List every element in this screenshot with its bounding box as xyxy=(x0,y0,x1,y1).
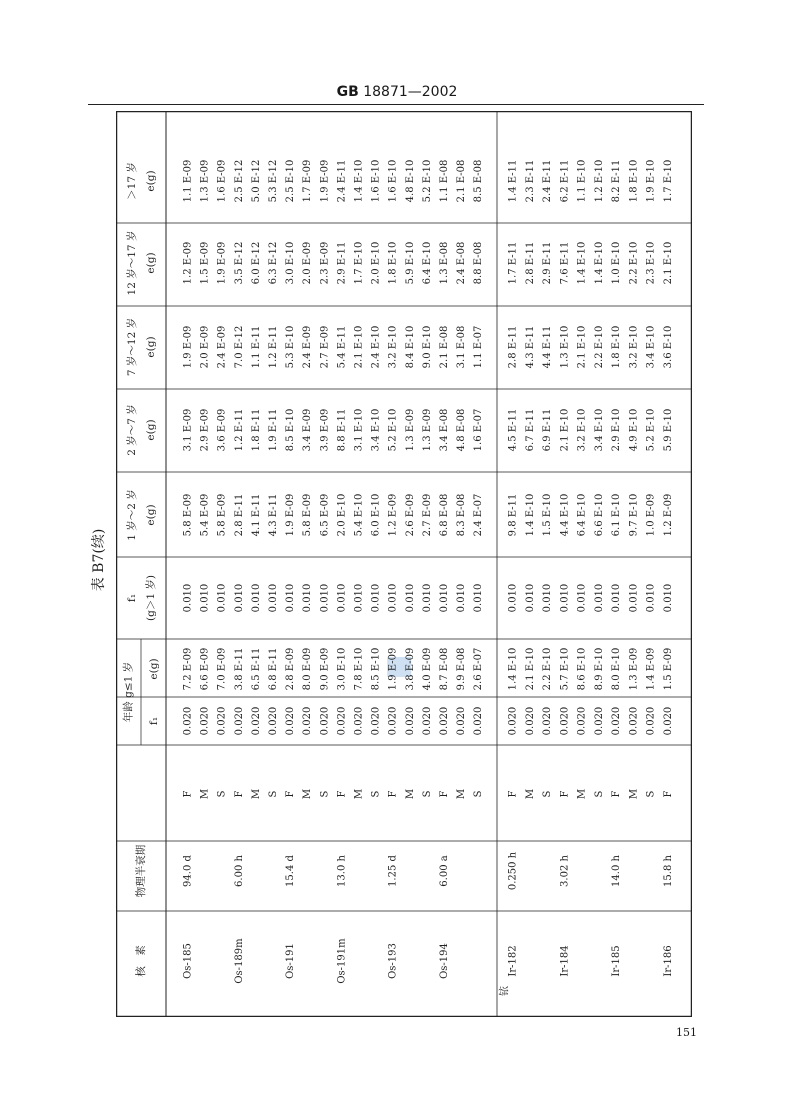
cell-f1a: 0.020 xyxy=(507,706,519,736)
cell-e2: 2.9 E-10 xyxy=(611,408,622,452)
cell-e1: 9.8 E-11 xyxy=(507,493,519,537)
cell-e3: 7.0 E-12 xyxy=(233,325,245,369)
cell-e0: 8.6 E-10 xyxy=(576,647,588,691)
cell-f1a: 0.020 xyxy=(593,706,605,736)
cell-e5: 6.2 E-11 xyxy=(559,159,571,203)
cell-e3: 4.4 E-11 xyxy=(542,325,553,369)
cell-e1: 2.6 E-09 xyxy=(404,493,416,537)
cell-e3: 2.0 E-09 xyxy=(199,325,211,369)
cell-e0: 8.5 E-10 xyxy=(370,647,382,691)
cell-e4: 6.4 E-10 xyxy=(421,241,433,285)
cell-e3: 1.3 E-10 xyxy=(559,325,571,369)
cell-e5: 1.1 E-09 xyxy=(182,159,194,203)
cell-halflife: 13.0 h xyxy=(336,855,348,887)
cell-e1: 2.7 E-09 xyxy=(421,493,433,537)
cell-e0: 6.5 E-11 xyxy=(250,647,262,691)
cell-e4: 2.9 E-11 xyxy=(336,241,348,285)
cell-cls: S xyxy=(216,790,228,798)
cell-e3: 3.1 E-08 xyxy=(456,325,468,369)
cell-e1: 1.5 E-10 xyxy=(542,493,553,537)
cell-f1b: 0.010 xyxy=(353,583,365,613)
cell-e0: 1.4 E-10 xyxy=(507,647,519,691)
cell-cls: S xyxy=(319,790,331,798)
cell-f1b: 0.010 xyxy=(302,583,314,613)
header-age-group: 年龄 g≤1 岁 xyxy=(122,661,135,723)
cell-e3: 1.9 E-09 xyxy=(182,325,194,369)
cell-e4: 2.2 E-10 xyxy=(628,241,640,285)
cell-halflife: 6.00 a xyxy=(439,855,450,887)
cell-e0: 8.0 E-10 xyxy=(611,647,622,691)
cell-e4: 2.3 E-09 xyxy=(319,241,331,285)
cell-f1a: 0.020 xyxy=(216,706,228,736)
cell-e2: 8.5 E-10 xyxy=(285,408,297,452)
cell-e0: 7.2 E-09 xyxy=(182,647,194,691)
cell-halflife: 0.250 h xyxy=(507,851,519,891)
cell-e5: 1.3 E-09 xyxy=(199,159,211,203)
cell-nuclide: Os-193 xyxy=(387,943,399,979)
cell-e5: 2.4 E-11 xyxy=(542,159,553,203)
cell-e3: 4.3 E-11 xyxy=(524,325,536,369)
cell-f1a: 0.020 xyxy=(404,706,416,736)
cell-e2: 4.8 E-08 xyxy=(456,408,468,452)
cell-e4: 1.5 E-09 xyxy=(199,241,211,285)
cell-f1a: 0.020 xyxy=(370,706,382,736)
cell-e1: 6.0 E-10 xyxy=(370,493,382,537)
cell-e2: 3.1 E-10 xyxy=(353,408,365,452)
cell-nuclide: Os-189m xyxy=(233,938,245,984)
cell-e0: 1.5 E-09 xyxy=(662,647,674,691)
cell-e0: 4.0 E-09 xyxy=(421,647,433,691)
cell-e1: 5.4 E-10 xyxy=(353,493,365,537)
cell-cls: S xyxy=(473,790,485,798)
cell-e5: 5.3 E-12 xyxy=(268,159,279,203)
cell-e5: 1.1 E-08 xyxy=(439,159,450,203)
cell-e3: 9.0 E-10 xyxy=(421,325,433,369)
cell-f1a: 0.020 xyxy=(250,706,262,736)
cell-e1: 5.4 E-09 xyxy=(199,493,211,537)
cell-e0: 3.0 E-10 xyxy=(336,647,348,691)
cell-e0: 5.7 E-10 xyxy=(559,647,571,691)
cell-f1b: 0.010 xyxy=(216,583,228,613)
cell-e5: 1.6 E-10 xyxy=(387,159,399,203)
cell-f1b: 0.010 xyxy=(645,583,657,613)
cell-e1: 1.0 E-09 xyxy=(645,493,657,537)
cell-f1a: 0.020 xyxy=(268,706,279,736)
cell-nuclide: Os-191 xyxy=(285,943,297,979)
cell-e2: 1.3 E-09 xyxy=(421,408,433,452)
cell-e4: 8.8 E-08 xyxy=(473,241,485,285)
cell-e4: 2.3 E-10 xyxy=(645,241,657,285)
cell-e4: 3.5 E-12 xyxy=(233,241,245,285)
cell-e1: 2.8 E-11 xyxy=(233,493,245,537)
cell-f1a: 0.020 xyxy=(628,706,640,736)
header-e-age-7-12: e(g) xyxy=(145,336,157,358)
cell-e1: 6.1 E-10 xyxy=(611,493,622,537)
cell-f1b: 0.010 xyxy=(370,583,382,613)
cell-e2: 4.9 E-10 xyxy=(628,408,640,452)
cell-e5: 1.9 E-10 xyxy=(645,159,657,203)
table-caption: 表 B7(续) xyxy=(91,528,107,592)
element-label-iridium: 铱 xyxy=(499,986,511,996)
cell-f1b: 0.010 xyxy=(199,583,211,613)
cell-e2: 6.9 E-11 xyxy=(542,408,553,452)
cell-e4: 5.9 E-10 xyxy=(404,241,416,285)
cell-e3: 1.1 E-11 xyxy=(250,325,262,369)
cell-halflife: 14.0 h xyxy=(611,855,622,887)
header-e-age-2-7: e(g) xyxy=(145,419,157,441)
cell-halflife: 3.02 h xyxy=(559,855,571,887)
cell-f1b: 0.010 xyxy=(182,583,194,613)
cell-e5: 2.5 E-12 xyxy=(233,159,245,203)
header-age-17: ＞17 岁 xyxy=(126,162,138,200)
cell-e5: 1.6 E-09 xyxy=(216,159,228,203)
cell-e3: 8.4 E-10 xyxy=(404,325,416,369)
rotated-table-svg xyxy=(116,111,692,1017)
cell-f1a: 0.020 xyxy=(336,706,348,736)
cell-cls: F xyxy=(507,790,519,798)
cell-e5: 1.4 E-11 xyxy=(507,159,519,203)
cell-f1a: 0.020 xyxy=(319,706,331,736)
cell-e4: 3.0 E-10 xyxy=(285,241,297,285)
cell-cls: S xyxy=(370,790,382,798)
cell-cls: M xyxy=(302,788,314,800)
cell-e3: 1.8 E-10 xyxy=(611,325,622,369)
cell-cls: M xyxy=(199,788,211,800)
cell-e5: 1.1 E-10 xyxy=(576,159,588,203)
cell-halflife: 1.25 d xyxy=(387,855,399,887)
cell-e4: 1.7 E-11 xyxy=(507,241,519,285)
cell-e2: 1.8 E-11 xyxy=(250,408,262,452)
cell-f1a: 0.020 xyxy=(285,706,297,736)
cell-f1b: 0.010 xyxy=(439,583,450,613)
cell-e2: 3.6 E-09 xyxy=(216,408,228,452)
cell-e4: 2.4 E-08 xyxy=(456,241,468,285)
cell-e1: 6.5 E-09 xyxy=(319,493,331,537)
cell-f1b: 0.010 xyxy=(611,583,622,613)
header-age-7-12: 7 岁～12 岁 xyxy=(126,317,138,377)
cell-e0: 8.0 E-09 xyxy=(302,647,314,691)
cell-e3: 2.1 E-10 xyxy=(353,325,365,369)
cell-f1b: 0.010 xyxy=(473,583,485,613)
cell-e0: 6.8 E-11 xyxy=(268,647,279,691)
cell-e2: 2.1 E-10 xyxy=(559,408,571,452)
cell-e4: 6.3 E-12 xyxy=(268,241,279,285)
cell-e4: 1.2 E-09 xyxy=(182,241,194,285)
cell-e2: 5.2 E-10 xyxy=(645,408,657,452)
cell-e0: 2.6 E-07 xyxy=(473,647,485,691)
cell-e5: 8.5 E-08 xyxy=(473,159,485,203)
cell-f1a: 0.020 xyxy=(439,706,450,736)
cell-cls: S xyxy=(268,790,279,798)
cell-e3: 3.2 E-10 xyxy=(387,325,399,369)
cell-f1b: 0.010 xyxy=(319,583,331,613)
cell-e2: 3.9 E-09 xyxy=(319,408,331,452)
header-rule xyxy=(88,104,704,105)
standard-code: GB xyxy=(336,84,359,100)
cell-f1a: 0.020 xyxy=(473,706,485,736)
cell-e5: 1.6 E-10 xyxy=(370,159,382,203)
cell-f1b: 0.010 xyxy=(421,583,433,613)
cell-cls: M xyxy=(404,788,416,800)
header-e-age-12-17: e(g) xyxy=(145,252,157,274)
cell-f1b: 0.010 xyxy=(542,583,553,613)
cell-e5: 1.7 E-10 xyxy=(662,159,674,203)
cell-e1: 9.7 E-10 xyxy=(628,493,640,537)
cell-e1: 6.4 E-10 xyxy=(576,493,588,537)
cell-f1a: 0.020 xyxy=(233,706,245,736)
cell-e1: 5.8 E-09 xyxy=(302,493,314,537)
cell-e1: 4.4 E-10 xyxy=(559,493,571,537)
cell-cls: F xyxy=(285,790,297,798)
cell-e2: 8.8 E-11 xyxy=(336,408,348,452)
cell-f1a: 0.020 xyxy=(542,706,553,736)
cell-e1: 4.3 E-11 xyxy=(268,493,279,537)
cell-e5: 1.4 E-10 xyxy=(353,159,365,203)
cell-e0: 8.9 E-10 xyxy=(593,647,605,691)
cell-e0: 8.7 E-08 xyxy=(439,647,450,691)
header-age-1-2: 1 岁～2 岁 xyxy=(126,489,138,541)
cell-e2: 1.3 E-09 xyxy=(404,408,416,452)
cell-f1a: 0.020 xyxy=(662,706,674,736)
cell-e5: 2.1 E-08 xyxy=(456,159,468,203)
cell-f1a: 0.020 xyxy=(199,706,211,736)
cell-cls: M xyxy=(576,788,588,800)
cell-e3: 2.4 E-09 xyxy=(302,325,314,369)
cell-e5: 8.2 E-11 xyxy=(611,159,622,203)
cell-e3: 3.6 E-10 xyxy=(662,325,674,369)
cell-e0: 1.3 E-09 xyxy=(628,647,640,691)
cell-cls: F xyxy=(662,790,674,798)
cell-cls: F xyxy=(233,790,245,798)
cell-e2: 1.9 E-11 xyxy=(268,408,279,452)
cell-e0: 2.1 E-10 xyxy=(524,647,536,691)
cell-f1a: 0.020 xyxy=(576,706,588,736)
cell-cls: M xyxy=(628,788,640,800)
cell-e1: 1.9 E-09 xyxy=(285,493,297,537)
header-e-young: e(g) xyxy=(148,658,160,680)
cell-e5: 5.2 E-10 xyxy=(421,159,433,203)
cell-f1b: 0.010 xyxy=(593,583,605,613)
cell-f1b: 0.010 xyxy=(404,583,416,613)
cell-cls: S xyxy=(542,790,553,798)
cell-cls: M xyxy=(353,788,365,800)
cell-f1b: 0.010 xyxy=(233,583,245,613)
cell-e2: 4.5 E-11 xyxy=(507,408,519,452)
cell-e2: 3.4 E-09 xyxy=(302,408,314,452)
cell-f1a: 0.020 xyxy=(456,706,468,736)
cell-f1b: 0.010 xyxy=(576,583,588,613)
cell-e4: 1.4 E-10 xyxy=(576,241,588,285)
cell-nuclide: Ir-186 xyxy=(662,945,674,977)
cell-cls: M xyxy=(456,788,468,800)
cell-nuclide: Os-194 xyxy=(439,943,450,979)
cell-e5: 1.7 E-09 xyxy=(302,159,314,203)
cell-nuclide: Ir-184 xyxy=(559,945,571,977)
cell-halflife: 6.00 h xyxy=(233,855,245,887)
cell-e1: 4.1 E-11 xyxy=(250,493,262,537)
header-f1-old: f₁ xyxy=(126,593,138,603)
cell-cls: F xyxy=(182,790,194,798)
cell-f1b: 0.010 xyxy=(628,583,640,613)
cell-f1b: 0.010 xyxy=(336,583,348,613)
cell-halflife: 15.4 d xyxy=(285,855,297,887)
cell-e2: 3.2 E-10 xyxy=(576,408,588,452)
cell-e5: 2.3 E-11 xyxy=(524,159,536,203)
cell-e3: 2.7 E-09 xyxy=(319,325,331,369)
cell-e2: 1.6 E-07 xyxy=(473,408,485,452)
cell-e3: 3.4 E-10 xyxy=(645,325,657,369)
cell-cls: S xyxy=(421,790,433,798)
cell-f1b: 0.010 xyxy=(250,583,262,613)
header-halflife: 物理半衰期 xyxy=(135,844,147,898)
cell-cls: F xyxy=(611,790,622,798)
cell-f1b: 0.010 xyxy=(268,583,279,613)
cell-e2: 3.4 E-10 xyxy=(370,408,382,452)
cell-e2: 3.4 E-08 xyxy=(439,408,450,452)
cell-e1: 1.4 E-10 xyxy=(524,493,536,537)
cell-f1a: 0.020 xyxy=(387,706,399,736)
cell-e1: 5.8 E-09 xyxy=(182,493,194,537)
cell-e3: 1.1 E-07 xyxy=(473,325,485,369)
cell-e4: 1.4 E-10 xyxy=(593,241,605,285)
cell-f1a: 0.020 xyxy=(182,706,194,736)
cell-nuclide: Ir-185 xyxy=(611,945,622,977)
cell-nuclide: Os-191m xyxy=(336,938,348,984)
cell-e0: 9.9 E-08 xyxy=(456,647,468,691)
cell-cls: M xyxy=(250,788,262,800)
cell-e2: 1.2 E-11 xyxy=(233,408,245,452)
cell-e1: 6.6 E-10 xyxy=(593,493,605,537)
cell-cls: S xyxy=(645,790,657,798)
cell-cls: F xyxy=(336,790,348,798)
cell-f1b: 0.010 xyxy=(524,583,536,613)
cell-halflife: 15.8 h xyxy=(662,855,674,887)
cell-e4: 1.9 E-09 xyxy=(216,241,228,285)
cell-e4: 2.1 E-10 xyxy=(662,241,674,285)
page-header xyxy=(0,84,794,100)
cell-e1: 2.4 E-07 xyxy=(473,493,485,537)
header-age-2-7: 2 岁～7 岁 xyxy=(126,404,138,456)
cell-e2: 3.4 E-10 xyxy=(593,408,605,452)
cell-e5: 1.2 E-10 xyxy=(593,159,605,203)
cell-e5: 5.0 E-12 xyxy=(250,159,262,203)
cell-e2: 6.7 E-11 xyxy=(524,408,536,452)
cell-e1: 6.8 E-08 xyxy=(439,493,450,537)
cell-e0: 1.9 E-09 xyxy=(387,647,399,691)
cell-e4: 6.0 E-12 xyxy=(250,241,262,285)
cell-e3: 3.2 E-10 xyxy=(628,325,640,369)
header-age-12-17: 12 岁～17 岁 xyxy=(126,230,138,296)
cell-f1b: 0.010 xyxy=(662,583,674,613)
cell-e4: 1.7 E-10 xyxy=(353,241,365,285)
cell-cls: M xyxy=(524,788,536,800)
cell-e4: 2.9 E-11 xyxy=(542,241,553,285)
header-f1-young: f₁ xyxy=(148,716,160,726)
cell-e3: 5.4 E-11 xyxy=(336,325,348,369)
cell-e3: 5.3 E-10 xyxy=(285,325,297,369)
cell-e0: 2.8 E-09 xyxy=(285,647,297,691)
cell-e1: 5.8 E-09 xyxy=(216,493,228,537)
cell-cls: S xyxy=(593,790,605,798)
header-e-age-17: e(g) xyxy=(145,170,157,192)
standard-number: 18871—2002 xyxy=(363,84,458,100)
cell-e0: 7.8 E-10 xyxy=(353,647,365,691)
cell-e3: 2.4 E-09 xyxy=(216,325,228,369)
cell-f1b: 0.010 xyxy=(559,583,571,613)
cell-f1b: 0.010 xyxy=(456,583,468,613)
cell-nuclide: Os-185 xyxy=(182,943,194,979)
cell-f1a: 0.020 xyxy=(645,706,657,736)
cell-f1a: 0.020 xyxy=(302,706,314,736)
cell-e3: 2.8 E-11 xyxy=(507,325,519,369)
cell-e3: 2.1 E-10 xyxy=(576,325,588,369)
cell-e0: 6.6 E-09 xyxy=(199,647,211,691)
cell-f1a: 0.020 xyxy=(559,706,571,736)
cell-e3: 1.2 E-11 xyxy=(268,325,279,369)
cell-e0: 2.2 E-10 xyxy=(542,647,553,691)
cell-e5: 2.4 E-11 xyxy=(336,159,348,203)
cell-f1b: 0.010 xyxy=(387,583,399,613)
cell-f1a: 0.020 xyxy=(611,706,622,736)
cell-e2: 5.2 E-10 xyxy=(387,408,399,452)
cell-e4: 2.8 E-11 xyxy=(524,241,536,285)
cell-e1: 1.2 E-09 xyxy=(387,493,399,537)
cell-e3: 2.4 E-10 xyxy=(370,325,382,369)
cell-e0: 3.8 E-11 xyxy=(233,647,245,691)
cell-e4: 2.0 E-10 xyxy=(370,241,382,285)
cell-e1: 2.0 E-10 xyxy=(336,493,348,537)
cell-e1: 1.2 E-09 xyxy=(662,493,674,537)
cell-e5: 2.5 E-10 xyxy=(285,159,297,203)
cell-e5: 1.8 E-10 xyxy=(628,159,640,203)
cell-e3: 2.1 E-08 xyxy=(439,325,450,369)
cell-e4: 1.0 E-10 xyxy=(611,241,622,285)
cell-e5: 4.8 E-10 xyxy=(404,159,416,203)
cell-f1a: 0.020 xyxy=(353,706,365,736)
cell-e2: 3.1 E-09 xyxy=(182,408,194,452)
cell-cls: F xyxy=(559,790,571,798)
cell-halflife: 94.0 d xyxy=(182,855,194,887)
cell-f1a: 0.020 xyxy=(524,706,536,736)
dose-coefficient-table xyxy=(116,111,692,1017)
cell-e2: 2.9 E-09 xyxy=(199,408,211,452)
cell-f1a: 0.020 xyxy=(421,706,433,736)
cell-e4: 2.0 E-09 xyxy=(302,241,314,285)
cell-f1b: 0.010 xyxy=(507,583,519,613)
cell-e0: 7.0 E-09 xyxy=(216,647,228,691)
header-f1-old-note: (g＞1 岁) xyxy=(145,575,157,621)
cell-e5: 1.9 E-09 xyxy=(319,159,331,203)
cell-e4: 7.6 E-11 xyxy=(559,241,571,285)
cell-cls: F xyxy=(439,790,450,798)
page-number: 151 xyxy=(676,1026,697,1039)
cell-e1: 8.3 E-08 xyxy=(456,493,468,537)
header-e-age-1-2: e(g) xyxy=(145,504,157,526)
cell-e2: 5.9 E-10 xyxy=(662,408,674,452)
cell-e0: 3.8 E-09 xyxy=(404,647,416,691)
cell-cls: F xyxy=(387,790,399,798)
cell-f1b: 0.010 xyxy=(285,583,297,613)
cell-e4: 1.8 E-10 xyxy=(387,241,399,285)
cell-e3: 2.2 E-10 xyxy=(593,325,605,369)
cell-nuclide: Ir-182 xyxy=(507,945,519,977)
cell-e0: 1.4 E-09 xyxy=(645,647,657,691)
header-nuclide: 核 素 xyxy=(135,945,147,977)
cell-e4: 1.3 E-08 xyxy=(439,241,450,285)
cell-e0: 9.0 E-09 xyxy=(319,647,331,691)
